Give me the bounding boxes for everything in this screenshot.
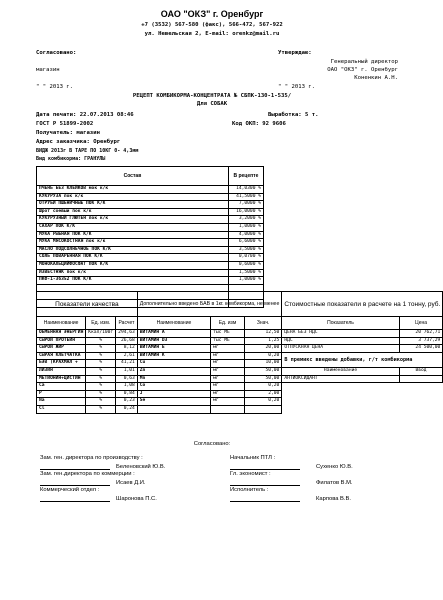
additive-name: АНТИОКСИДАНТ: [282, 375, 399, 383]
packing-info: ВИДЖ 2013г В ТАРЕ ПО 10КГ 0- 4,3мм: [36, 148, 139, 154]
bav-unit: мг: [211, 360, 245, 368]
component-name: СОЛЬ ПОВАРЕННАЯ ПОК К/К: [37, 254, 229, 262]
company-phones: +7 (3532) 567-580 (факс), 566-472, 567-922: [141, 22, 283, 28]
signature-name: Карпова В.В.: [316, 496, 351, 502]
quality-calc: 0,23: [116, 398, 138, 406]
signature-line: [230, 485, 300, 486]
signature-name: Филатов В.М.: [316, 480, 353, 486]
component-percent: 3,5000 %: [228, 246, 263, 254]
quality-name: БЭВ (КРАХМАЛ +: [37, 360, 86, 368]
quality-name: МЕТИОНИН+ЦИСТИН: [37, 375, 86, 383]
quality-name: P: [37, 390, 86, 398]
component-name: МУКА РЫБНАЯ ПОК К/К: [37, 231, 229, 239]
bav-value: 10,00: [244, 360, 281, 368]
bav-name: ВИТАМИН D3: [137, 337, 210, 345]
component-name: МАСЛО ПОДСОЛНЕЧНОЕ ПОК К/К: [37, 246, 229, 254]
additive-header-name: Наименование: [282, 367, 399, 375]
composition-row: [37, 239, 264, 247]
component-percent: 0,0700 %: [228, 254, 263, 262]
bav-name: ВИТАМИН К: [137, 352, 210, 360]
bav-value: 0,20: [244, 398, 281, 406]
bav-name: Cu: [137, 360, 210, 368]
composition-table: [36, 166, 264, 308]
composition-header-pct: В рецепте: [228, 167, 263, 186]
quality-unit: %: [86, 337, 116, 345]
approval-right-org: ОАО "ОКЗ" г. Оренбург: [327, 67, 398, 73]
composition-row: [37, 269, 264, 277]
bav-value: 50,00: [244, 367, 281, 375]
bav-unit: мг: [211, 375, 245, 383]
quality-calc: 1,01: [116, 367, 138, 375]
cost-price: 24 500,00: [399, 345, 443, 353]
signature-name: Шаронова П.С.: [116, 496, 157, 502]
quality-row: [37, 337, 443, 345]
composition-row: [37, 186, 264, 194]
quality-name: Ca: [37, 383, 86, 391]
bav-title: Дополнительно введено БАВ в 1кг. комбикорма, не менее: [137, 292, 282, 317]
quality-row: [37, 390, 443, 398]
component-name: МОНОКАЛЬЦИЙФОСФАТ ПОК К/К: [37, 261, 229, 269]
bav-name: Mn: [137, 375, 210, 383]
output-volume: Выработка: 5 т.: [268, 112, 319, 118]
cost-name: ЦЕНА БЕЗ НДС: [282, 330, 399, 338]
signature-role: Гл. экономист :: [230, 471, 271, 477]
bav-value: 0,20: [244, 383, 281, 391]
header-bav-unit: Ед. изм: [211, 317, 245, 330]
component-percent: 4,0000 %: [228, 231, 263, 239]
additives-note: В премикс введены добавки, г/т комбикорма: [282, 352, 443, 367]
approval-left-date: " " 2013 г.: [36, 84, 74, 90]
approval-right-name: Коненкин А.Н.: [354, 75, 398, 81]
quality-unit: %: [86, 375, 116, 383]
bav-name: [137, 405, 210, 413]
recipient: Получатель: магазин: [36, 130, 100, 136]
quality-unit: %: [86, 390, 116, 398]
bav-name: J: [137, 390, 210, 398]
quality-row: [37, 367, 443, 375]
recipe-subtitle: Для СОБАК: [196, 101, 228, 107]
bav-name: Se: [137, 398, 210, 406]
signature-name: Сухенко Ю.В.: [316, 464, 353, 470]
signature-role: Зам. ген. директора по производству :: [40, 455, 143, 461]
signature-line: [40, 501, 110, 502]
bav-unit: мг: [211, 352, 245, 360]
bav-unit: мг: [211, 345, 245, 353]
quality-calc: 2,61: [116, 352, 138, 360]
bav-value: 2,00: [244, 390, 281, 398]
signature-role: Коммерческий отдел :: [40, 487, 100, 493]
okp-code: Код ОКП: 92 9606: [232, 121, 286, 127]
signature-line: [230, 469, 300, 470]
quality-row: [37, 383, 443, 391]
quality-name: Cl: [37, 405, 86, 413]
quality-name: СЫРОЙ ЖИР: [37, 345, 86, 353]
quality-row: [37, 345, 443, 353]
component-name: КУКУРУЗА пок к/к: [37, 193, 229, 201]
approval-right-position: Генеральный директор: [330, 59, 398, 65]
component-name: МУКА МЯСОКОСТНАЯ пок к/к: [37, 239, 229, 247]
approval-right-date: " " 2013 г.: [278, 84, 316, 90]
customer-address: Адрес заказчика: Оренбург: [36, 139, 121, 145]
additive-header-input: Ввод: [399, 367, 443, 375]
composition-row: [37, 223, 264, 231]
component-name: ПЧЕНЬ БЕЗ КЛЕЙКОВ мок к/к: [37, 186, 229, 194]
cost-price: 20 762,71: [399, 330, 443, 338]
signature-role: Зам. ген.директора по коммерции :: [40, 471, 135, 477]
quality-name: Na: [37, 398, 86, 406]
cost-name: ОТПУСКНАЯ ЦЕНА: [282, 345, 399, 353]
component-name: Шрот соевый пок к/к: [37, 208, 229, 216]
component-name: ИЗВЕСТНЯК пок к/к: [37, 269, 229, 277]
quality-unit: %: [86, 383, 116, 391]
component-percent: 3,2000 %: [228, 216, 263, 224]
signature-line: [40, 485, 110, 486]
quality-unit: %: [86, 352, 116, 360]
quality-name: СЫРАЯ КЛЕТЧАТКА: [37, 352, 86, 360]
composition-row: [37, 246, 264, 254]
component-name: ПКФ-1-36352 ПОК К/К: [37, 277, 229, 285]
quality-row: [37, 330, 443, 338]
component-percent: 14,0300 %: [228, 186, 263, 194]
header-name: Наименование: [37, 317, 86, 330]
bav-value: 12,50: [244, 330, 281, 338]
header-unit: Ед. изм.: [86, 317, 116, 330]
header-bav-name: Наименование: [137, 317, 210, 330]
quality-table: [36, 291, 443, 414]
signature-name: Беленовский Ю.В.: [116, 464, 166, 470]
quality-name: ОБМЕННАЯ ЭНЕРГИЯ: [37, 330, 86, 338]
company-title: ОАО "ОКЗ" г. Оренбург: [160, 9, 264, 19]
signatures-title: Согласовано:: [193, 441, 231, 447]
header-cost-name: Показатель: [282, 317, 399, 330]
signature-role: Начальник ПТЛ :: [230, 455, 276, 461]
quality-name: СЫРОЙ ПРОТЕИН: [37, 337, 86, 345]
header-bav-value: Знач.: [244, 317, 281, 330]
cost-title: Стоимостные показатели в расчете на 1 тонну, руб.: [282, 292, 443, 317]
composition-row: [37, 216, 264, 224]
bav-name: ВИТАМИН А: [137, 330, 210, 338]
quality-unit: %: [86, 345, 116, 353]
component-percent: 1,5000 %: [228, 269, 263, 277]
quality-unit: %: [86, 367, 116, 375]
composition-row: [37, 208, 264, 216]
bav-unit: мг: [211, 398, 245, 406]
bav-name: Zn: [137, 367, 210, 375]
composition-row: [37, 231, 264, 239]
component-percent: 6,6000 %: [228, 239, 263, 247]
quality-title: Показатели качества: [37, 292, 138, 317]
print-date: Дата печати: 22.07.2013 08:46: [36, 112, 134, 118]
approval-right-title: Утверждаю:: [278, 50, 312, 56]
bav-value: 0,20: [244, 352, 281, 360]
bav-unit: мг: [211, 383, 245, 391]
composition-row: [37, 254, 264, 262]
gost: ГОСТ Р 51899-2002: [36, 121, 94, 127]
approval-left-org: магазин: [36, 67, 60, 73]
company-address: ул. Невельская 2, E-mail: orenkz@mail.ru: [144, 31, 280, 37]
component-percent: 1,0000 %: [228, 277, 263, 285]
composition-row: [37, 261, 264, 269]
signature-name: Исаев Д.И.: [116, 480, 146, 486]
header-cost-price: Цена: [399, 317, 443, 330]
component-name: ОТРУБИ ПШЕНИЧНЫЕ ПОК К/К: [37, 201, 229, 209]
component-percent: 16,0000 %: [228, 208, 263, 216]
bav-unit: тыс МЕ: [211, 337, 245, 345]
bav-name: ВИТАМИН Е: [137, 345, 210, 353]
bav-value: 1,25: [244, 337, 281, 345]
recipe-title: РЕЦЕПТ КОМБИКОРМА-КОНЦЕНТРАТА № СБПК-130-1-535/: [132, 93, 292, 99]
header-calc: Расчет: [116, 317, 138, 330]
composition-row: [37, 201, 264, 209]
quality-unit: %: [86, 360, 116, 368]
quality-name: ЛИЗИН: [37, 367, 86, 375]
bav-value: 50,00: [244, 375, 281, 383]
cost-name: НДС: [282, 337, 399, 345]
quality-unit: Ккал/100г: [86, 330, 116, 338]
bav-value: [244, 405, 281, 413]
quality-row: [37, 398, 443, 406]
bav-unit: тыс МЕ: [211, 330, 245, 338]
bav-unit: мг: [211, 367, 245, 375]
component-percent: 7,0000 %: [228, 201, 263, 209]
signature-line: [40, 469, 110, 470]
bav-unit: мг: [211, 390, 245, 398]
signature-line: [230, 501, 300, 502]
quality-row: [37, 352, 443, 360]
bav-value: 20,00: [244, 345, 281, 353]
composition-header-name: Состав: [37, 167, 229, 186]
cost-price: 3 737,29: [399, 337, 443, 345]
quality-calc: 0,24: [116, 405, 138, 413]
quality-calc: 8,12: [116, 345, 138, 353]
quality-calc: 294,63: [116, 330, 138, 338]
component-percent: 41,5000 %: [228, 193, 263, 201]
bav-name: Co: [137, 383, 210, 391]
quality-row: [37, 405, 443, 413]
quality-unit: %: [86, 405, 116, 413]
bav-unit: [211, 405, 245, 413]
quality-calc: 26,68: [116, 337, 138, 345]
signature-role: Исполнитель :: [230, 487, 269, 493]
quality-calc: 0,84: [116, 390, 138, 398]
composition-row: [37, 277, 264, 285]
quality-unit: %: [86, 398, 116, 406]
component-percent: 0,6000 %: [228, 261, 263, 269]
approval-left-title: Согласовано:: [36, 50, 77, 56]
quality-row: [37, 375, 443, 383]
composition-row: [37, 193, 264, 201]
quality-calc: 1,08: [116, 383, 138, 391]
feed-type: Вид комбикорма: ГРАНУЛЫ: [36, 156, 106, 162]
component-name: САХАР ПОК К/К: [37, 223, 229, 231]
quality-calc: 41,21: [116, 360, 138, 368]
component-percent: 1,0000 %: [228, 223, 263, 231]
component-name: КУКУРУЗНЫЙ ГЛЮТЕН пок к/к: [37, 216, 229, 224]
quality-calc: 0,63: [116, 375, 138, 383]
